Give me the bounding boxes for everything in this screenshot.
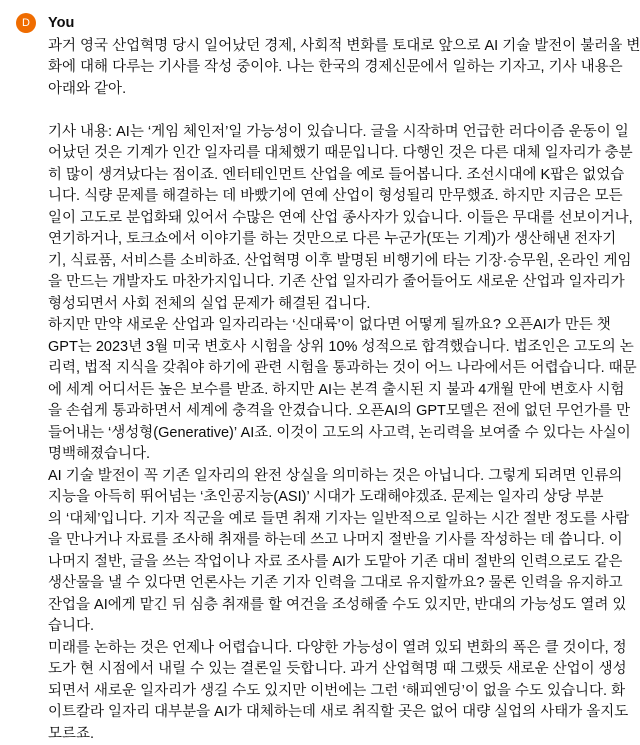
text-line: 에 세계 어디서든 높은 보수를 받죠. 하지만 AI는 본격 출시된 지 불과 4개월 만에 변호사 시험: [48, 380, 628, 402]
message-body: [48, 36, 628, 745]
text-line: 연기하거나, 토크쇼에서 이야기를 하는 것만으로 다른 누군가(또는 기계)가 생산해낸 전자기: [48, 229, 628, 251]
text-line: 을 만드는 개발자도 마찬가지입니다. 기존 산업 일자리가 줄어들어도 새로운 산업과 일자리가: [48, 272, 628, 294]
message-paragraph: [48, 315, 628, 466]
text-line: 습니다.: [48, 616, 628, 638]
text-line: 의 ‘대체’입니다. 기자 직군을 예로 들면 취재 기자는 일반적으로 일하는 시간 절반 정도를 사람: [48, 509, 628, 531]
text-line: GPT는 2023년 3월 미국 변호사 시험을 상위 10% 성적으로 합격했습니다. 법조인은 고도의 논: [48, 337, 628, 359]
text-line: 일이 고도로 분업화돼 있어서 수많은 연예 산업 종사자가 있습니다. 이들은 무대를 선보이거나,: [48, 208, 628, 230]
text-line: 미래를 논하는 것은 언제나 어렵습니다. 다양한 가능성이 열려 있되 변화의 폭은 클 것이다, 정: [48, 638, 628, 660]
paragraph-gap: [48, 100, 628, 122]
text-line: 형성되면서 사회 전체의 실업 문제가 해결된 겁니다.: [48, 294, 628, 316]
text-line: 잔업을 AI에게 맡긴 뒤 심층 취재를 할 여건을 조성해줄 수도 있지만, 반대의 가능성도 열려 있: [48, 595, 628, 617]
text-line: 기, 식료품, 서비스를 소비하죠. 산업혁명 이후 발명된 비행기에 타는 기장·승무원, 온라인 게임: [48, 251, 628, 273]
text-line: 들어내는 ‘생성형(Generative)’ AI죠. 이것이 고도의 사고력, 논리력을 보여줄 수 있다는 사실이: [48, 423, 628, 445]
avatar: D: [16, 13, 36, 33]
message-paragraph: [48, 638, 628, 745]
text-line: 과거 영국 산업혁명 당시 일어났던 경제, 사회적 변화를 토대로 앞으로 AI 기술 발전이 불러올 변: [48, 36, 628, 58]
message-paragraph: [48, 466, 628, 638]
text-line: 화에 대해 다루는 기사를 작성 중이야. 나는 한국의 경제신문에서 일하는 기자고, 기사 내용은: [48, 57, 628, 79]
text-line: 이트칼라 일자리 대부분을 AI가 대체하는데 새로 취직할 곳은 없어 대량 실업의 사태가 올지도: [48, 702, 628, 724]
text-line: 히 많이 생겨났다는 점이죠. 엔터테인먼트 산업을 예로 들어봅니다. 조선시대에 K팝은 없었습: [48, 165, 628, 187]
message-paragraph: [48, 36, 628, 101]
text-line: 을 손쉽게 통과하면서 세계에 충격을 안겼습니다. 오픈AI의 GPT모델은 전에 없던 무언가를 만: [48, 401, 628, 423]
author-name: You: [48, 13, 74, 33]
text-line: 나머지 절반, 글을 쓰는 작업이나 자료 조사를 AI가 도맡아 기존 대비 절반의 인력으로도 같은: [48, 552, 628, 574]
text-line: 되면서 새로운 일자리가 생길 수도 있지만 이번에는 그런 ‘해피엔딩’이 없을 수도 있습니다. 화: [48, 681, 628, 703]
text-line: 니다. 식량 문제를 해결하는 데 바빴기에 연예 산업이 형성될리 만무했죠. 하지만 지금은 모든: [48, 186, 628, 208]
text-line: 을 만나거나 자료를 조사해 취재를 하는데 쓰고 나머지 절반을 기사를 작성하는 데 씁니다. 이: [48, 530, 628, 552]
text-line: 하지만 만약 새로운 산업과 일자리라는 ‘신대륙’이 없다면 어떻게 될까요? 오픈AI가 만든 챗: [48, 315, 628, 337]
text-line: AI 기술 발전이 꼭 기존 일자리의 완전 상실을 의미하는 것은 아닙니다. 그렇게 되려면 인류의: [48, 466, 628, 488]
text-line: 명백해졌습니다.: [48, 444, 628, 466]
text-line: 어났던 것은 기계가 인간 일자리를 대체했기 때문입니다. 다행인 것은 다른 대체 일자리가 충분: [48, 143, 628, 165]
text-line: 도가 현 시점에서 내릴 수 있는 결론일 듯합니다. 과거 산업혁명 때 그랬듯 새로운 산업이 생성: [48, 659, 628, 681]
message-paragraph: [48, 122, 628, 316]
text-line: 아래와 같아.: [48, 79, 628, 101]
text-line: 기사 내용: AI는 ‘게임 체인저’일 가능성이 있습니다. 글을 시작하며 언급한 러다이즘 운동이 일: [48, 122, 628, 144]
text-line: 생산물을 낼 수 있다면 언론사는 기존 기자 인력을 그대로 유지할까요? 물론 인력을 유지하고: [48, 573, 628, 595]
text-line: 모르죠.: [48, 724, 628, 745]
text-line: 지능을 아득히 뛰어넘는 ‘초인공지능(ASI)’ 시대가 도래해야겠죠. 문제는 일자리 상당 부분: [48, 487, 628, 509]
text-line: 리력, 법적 지식을 갖춰야 하기에 관련 시험을 통과하는 것이 어느 나라에서든 어렵습니다. 때문: [48, 358, 628, 380]
